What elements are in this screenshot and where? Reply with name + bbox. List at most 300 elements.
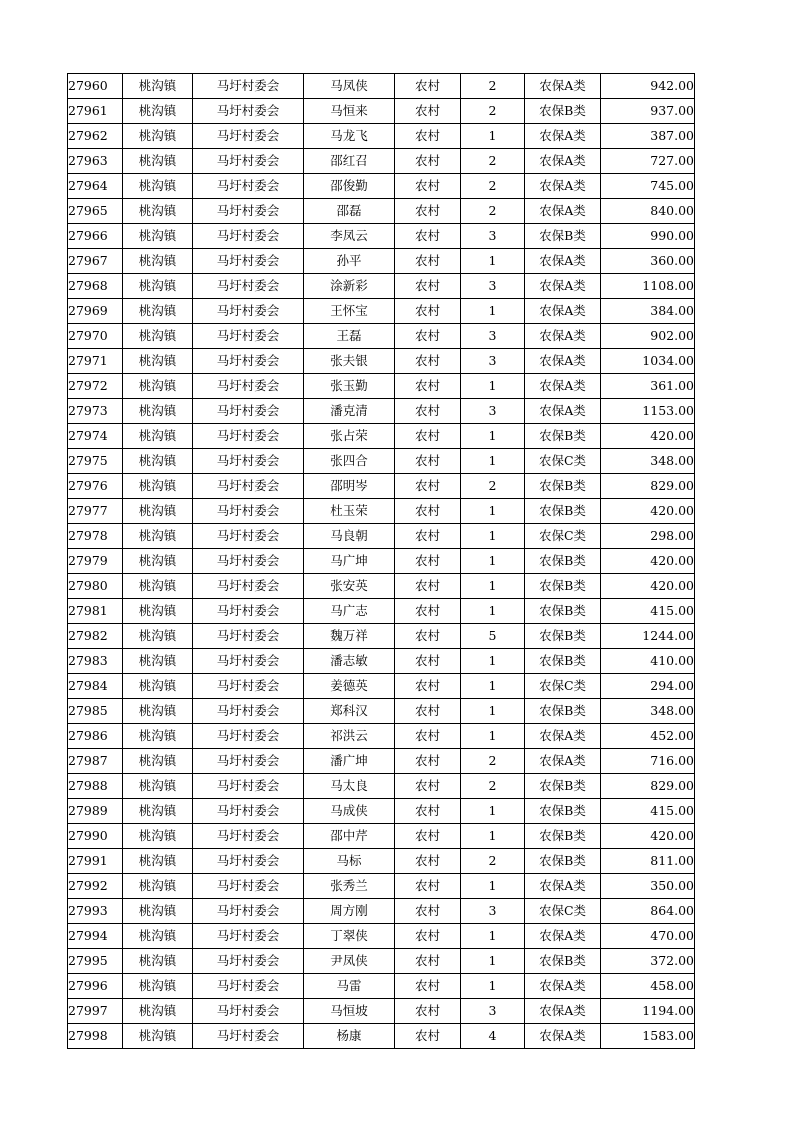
area-type-cell: 农村 [395,824,461,849]
amount-cell: 298.00 [601,524,695,549]
village-cell: 马圩村委会 [193,124,304,149]
village-cell: 马圩村委会 [193,674,304,699]
name-cell: 杜玉荣 [304,499,395,524]
town-cell: 桃沟镇 [123,99,193,124]
town-cell: 桃沟镇 [123,599,193,624]
name-cell: 张安英 [304,574,395,599]
village-cell: 马圩村委会 [193,249,304,274]
household-count-cell: 5 [461,624,525,649]
town-cell: 桃沟镇 [123,949,193,974]
table-body [68,74,695,1049]
row-id-cell: 27997 [68,999,123,1024]
row-id-cell: 27988 [68,774,123,799]
name-cell: 邵明岑 [304,474,395,499]
area-type-cell: 农村 [395,299,461,324]
row-id-cell: 27981 [68,599,123,624]
category-cell: 农保A类 [525,174,601,199]
town-cell: 桃沟镇 [123,574,193,599]
table-row [68,624,695,649]
table-row [68,824,695,849]
area-type-cell: 农村 [395,749,461,774]
amount-cell: 840.00 [601,199,695,224]
table-row [68,524,695,549]
town-cell: 桃沟镇 [123,174,193,199]
village-cell: 马圩村委会 [193,349,304,374]
town-cell: 桃沟镇 [123,74,193,99]
village-cell: 马圩村委会 [193,449,304,474]
name-cell: 涂新彩 [304,274,395,299]
row-id-cell: 27989 [68,799,123,824]
category-cell: 农保A类 [525,924,601,949]
town-cell: 桃沟镇 [123,399,193,424]
area-type-cell: 农村 [395,174,461,199]
row-id-cell: 27979 [68,549,123,574]
amount-cell: 384.00 [601,299,695,324]
category-cell: 农保A类 [525,299,601,324]
area-type-cell: 农村 [395,99,461,124]
village-cell: 马圩村委会 [193,174,304,199]
row-id-cell: 27969 [68,299,123,324]
category-cell: 农保B类 [525,949,601,974]
amount-cell: 420.00 [601,424,695,449]
table-row [68,749,695,774]
table-row [68,374,695,399]
amount-cell: 350.00 [601,874,695,899]
name-cell: 马凤侠 [304,74,395,99]
table-row [68,974,695,999]
amount-cell: 294.00 [601,674,695,699]
village-cell: 马圩村委会 [193,199,304,224]
village-cell: 马圩村委会 [193,599,304,624]
amount-cell: 348.00 [601,699,695,724]
row-id-cell: 27983 [68,649,123,674]
town-cell: 桃沟镇 [123,324,193,349]
village-cell: 马圩村委会 [193,1024,304,1049]
town-cell: 桃沟镇 [123,974,193,999]
household-count-cell: 1 [461,449,525,474]
row-id-cell: 27962 [68,124,123,149]
row-id-cell: 27990 [68,824,123,849]
town-cell: 桃沟镇 [123,799,193,824]
village-cell: 马圩村委会 [193,624,304,649]
village-cell: 马圩村委会 [193,649,304,674]
category-cell: 农保A类 [525,124,601,149]
town-cell: 桃沟镇 [123,524,193,549]
row-id-cell: 27991 [68,849,123,874]
town-cell: 桃沟镇 [123,224,193,249]
row-id-cell: 27985 [68,699,123,724]
category-cell: 农保A类 [525,1024,601,1049]
village-cell: 马圩村委会 [193,74,304,99]
row-id-cell: 27982 [68,624,123,649]
category-cell: 农保B类 [525,624,601,649]
amount-cell: 829.00 [601,474,695,499]
category-cell: 农保B类 [525,699,601,724]
town-cell: 桃沟镇 [123,424,193,449]
row-id-cell: 27971 [68,349,123,374]
village-cell: 马圩村委会 [193,474,304,499]
name-cell: 潘志敏 [304,649,395,674]
household-count-cell: 3 [461,274,525,299]
name-cell: 邵俊勤 [304,174,395,199]
category-cell: 农保B类 [525,224,601,249]
row-id-cell: 27968 [68,274,123,299]
name-cell: 王磊 [304,324,395,349]
area-type-cell: 农村 [395,649,461,674]
amount-cell: 942.00 [601,74,695,99]
area-type-cell: 农村 [395,74,461,99]
table-row [68,849,695,874]
town-cell: 桃沟镇 [123,374,193,399]
name-cell: 孙平 [304,249,395,274]
name-cell: 姜德英 [304,674,395,699]
amount-cell: 420.00 [601,824,695,849]
household-count-cell: 1 [461,724,525,749]
town-cell: 桃沟镇 [123,724,193,749]
amount-cell: 937.00 [601,99,695,124]
row-id-cell: 27972 [68,374,123,399]
row-id-cell: 27974 [68,424,123,449]
name-cell: 邵磊 [304,199,395,224]
name-cell: 张占荣 [304,424,395,449]
village-cell: 马圩村委会 [193,274,304,299]
village-cell: 马圩村委会 [193,399,304,424]
table-row [68,799,695,824]
area-type-cell: 农村 [395,624,461,649]
table-row [68,199,695,224]
village-cell: 马圩村委会 [193,949,304,974]
row-id-cell: 27984 [68,674,123,699]
household-count-cell: 1 [461,599,525,624]
town-cell: 桃沟镇 [123,199,193,224]
town-cell: 桃沟镇 [123,649,193,674]
table-row [68,999,695,1024]
category-cell: 农保C类 [525,449,601,474]
amount-cell: 387.00 [601,124,695,149]
household-count-cell: 2 [461,749,525,774]
village-cell: 马圩村委会 [193,849,304,874]
row-id-cell: 27986 [68,724,123,749]
row-id-cell: 27960 [68,74,123,99]
category-cell: 农保B类 [525,99,601,124]
table-row [68,324,695,349]
category-cell: 农保A类 [525,374,601,399]
category-cell: 农保A类 [525,74,601,99]
household-count-cell: 1 [461,924,525,949]
village-cell: 马圩村委会 [193,324,304,349]
category-cell: 农保B类 [525,549,601,574]
household-count-cell: 2 [461,474,525,499]
category-cell: 农保B类 [525,649,601,674]
village-cell: 马圩村委会 [193,299,304,324]
category-cell: 农保B类 [525,774,601,799]
village-cell: 马圩村委会 [193,149,304,174]
category-cell: 农保A类 [525,349,601,374]
village-cell: 马圩村委会 [193,924,304,949]
table-row [68,949,695,974]
area-type-cell: 农村 [395,249,461,274]
household-count-cell: 1 [461,649,525,674]
name-cell: 王怀宝 [304,299,395,324]
category-cell: 农保B类 [525,574,601,599]
area-type-cell: 农村 [395,124,461,149]
area-type-cell: 农村 [395,774,461,799]
household-count-cell: 1 [461,874,525,899]
table-row [68,499,695,524]
town-cell: 桃沟镇 [123,749,193,774]
household-count-cell: 3 [461,999,525,1024]
amount-cell: 990.00 [601,224,695,249]
household-count-cell: 1 [461,499,525,524]
category-cell: 农保A类 [525,724,601,749]
category-cell: 农保C类 [525,524,601,549]
category-cell: 农保B类 [525,474,601,499]
name-cell: 魏万祥 [304,624,395,649]
town-cell: 桃沟镇 [123,299,193,324]
household-count-cell: 3 [461,899,525,924]
amount-cell: 716.00 [601,749,695,774]
name-cell: 周方刚 [304,899,395,924]
town-cell: 桃沟镇 [123,999,193,1024]
amount-cell: 372.00 [601,949,695,974]
amount-cell: 727.00 [601,149,695,174]
area-type-cell: 农村 [395,924,461,949]
area-type-cell: 农村 [395,599,461,624]
town-cell: 桃沟镇 [123,149,193,174]
row-id-cell: 27976 [68,474,123,499]
table-row [68,724,695,749]
village-cell: 马圩村委会 [193,774,304,799]
area-type-cell: 农村 [395,574,461,599]
area-type-cell: 农村 [395,224,461,249]
name-cell: 邵红召 [304,149,395,174]
town-cell: 桃沟镇 [123,499,193,524]
table-row [68,774,695,799]
household-count-cell: 1 [461,974,525,999]
name-cell: 马良朝 [304,524,395,549]
table-row [68,424,695,449]
area-type-cell: 农村 [395,1024,461,1049]
row-id-cell: 27977 [68,499,123,524]
village-cell: 马圩村委会 [193,874,304,899]
table-row [68,699,695,724]
row-id-cell: 27980 [68,574,123,599]
household-count-cell: 1 [461,824,525,849]
name-cell: 邵中芹 [304,824,395,849]
row-id-cell: 27964 [68,174,123,199]
name-cell: 李凤云 [304,224,395,249]
area-type-cell: 农村 [395,899,461,924]
household-count-cell: 1 [461,124,525,149]
household-count-cell: 3 [461,349,525,374]
area-type-cell: 农村 [395,799,461,824]
household-count-cell: 2 [461,149,525,174]
name-cell: 丁翠侠 [304,924,395,949]
household-count-cell: 1 [461,949,525,974]
area-type-cell: 农村 [395,499,461,524]
row-id-cell: 27995 [68,949,123,974]
amount-cell: 420.00 [601,499,695,524]
row-id-cell: 27998 [68,1024,123,1049]
amount-cell: 1244.00 [601,624,695,649]
household-count-cell: 2 [461,849,525,874]
table-row [68,674,695,699]
town-cell: 桃沟镇 [123,899,193,924]
name-cell: 张玉勤 [304,374,395,399]
name-cell: 潘广坤 [304,749,395,774]
name-cell: 马标 [304,849,395,874]
household-count-cell: 2 [461,774,525,799]
amount-cell: 745.00 [601,174,695,199]
area-type-cell: 农村 [395,524,461,549]
data-table [67,73,695,1049]
household-count-cell: 3 [461,224,525,249]
name-cell: 尹凤侠 [304,949,395,974]
table-row [68,1024,695,1049]
town-cell: 桃沟镇 [123,849,193,874]
village-cell: 马圩村委会 [193,499,304,524]
village-cell: 马圩村委会 [193,524,304,549]
name-cell: 祁洪云 [304,724,395,749]
name-cell: 张四合 [304,449,395,474]
table-row [68,924,695,949]
table-row [68,449,695,474]
row-id-cell: 27975 [68,449,123,474]
village-cell: 马圩村委会 [193,99,304,124]
category-cell: 农保B类 [525,599,601,624]
row-id-cell: 27996 [68,974,123,999]
household-count-cell: 2 [461,174,525,199]
amount-cell: 420.00 [601,574,695,599]
amount-cell: 1194.00 [601,999,695,1024]
category-cell: 农保A类 [525,999,601,1024]
area-type-cell: 农村 [395,324,461,349]
household-count-cell: 3 [461,399,525,424]
row-id-cell: 27992 [68,874,123,899]
area-type-cell: 农村 [395,874,461,899]
village-cell: 马圩村委会 [193,899,304,924]
category-cell: 农保A类 [525,149,601,174]
area-type-cell: 农村 [395,549,461,574]
town-cell: 桃沟镇 [123,924,193,949]
name-cell: 张夫银 [304,349,395,374]
town-cell: 桃沟镇 [123,674,193,699]
table-row [68,574,695,599]
household-count-cell: 1 [461,524,525,549]
area-type-cell: 农村 [395,424,461,449]
area-type-cell: 农村 [395,724,461,749]
amount-cell: 1583.00 [601,1024,695,1049]
table-row [68,349,695,374]
area-type-cell: 农村 [395,974,461,999]
area-type-cell: 农村 [395,399,461,424]
household-count-cell: 1 [461,574,525,599]
village-cell: 马圩村委会 [193,999,304,1024]
category-cell: 农保C类 [525,899,601,924]
name-cell: 马龙飞 [304,124,395,149]
category-cell: 农保A类 [525,874,601,899]
village-cell: 马圩村委会 [193,724,304,749]
town-cell: 桃沟镇 [123,1024,193,1049]
town-cell: 桃沟镇 [123,824,193,849]
amount-cell: 361.00 [601,374,695,399]
name-cell: 马广志 [304,599,395,624]
household-count-cell: 2 [461,199,525,224]
name-cell: 马广坤 [304,549,395,574]
amount-cell: 420.00 [601,549,695,574]
household-count-cell: 2 [461,99,525,124]
village-cell: 马圩村委会 [193,574,304,599]
name-cell: 马成侠 [304,799,395,824]
category-cell: 农保A类 [525,324,601,349]
town-cell: 桃沟镇 [123,449,193,474]
amount-cell: 864.00 [601,899,695,924]
area-type-cell: 农村 [395,949,461,974]
row-id-cell: 27993 [68,899,123,924]
row-id-cell: 27970 [68,324,123,349]
table-row [68,299,695,324]
table-row [68,874,695,899]
town-cell: 桃沟镇 [123,874,193,899]
table-row [68,124,695,149]
category-cell: 农保B类 [525,849,601,874]
table-row [68,474,695,499]
amount-cell: 458.00 [601,974,695,999]
name-cell: 马恒来 [304,99,395,124]
town-cell: 桃沟镇 [123,349,193,374]
table-row [68,549,695,574]
town-cell: 桃沟镇 [123,549,193,574]
area-type-cell: 农村 [395,374,461,399]
household-count-cell: 1 [461,549,525,574]
amount-cell: 1034.00 [601,349,695,374]
name-cell: 潘克清 [304,399,395,424]
town-cell: 桃沟镇 [123,249,193,274]
area-type-cell: 农村 [395,349,461,374]
name-cell: 马恒坡 [304,999,395,1024]
household-count-cell: 1 [461,249,525,274]
amount-cell: 1153.00 [601,399,695,424]
table-row [68,899,695,924]
village-cell: 马圩村委会 [193,749,304,774]
row-id-cell: 27973 [68,399,123,424]
name-cell: 杨康 [304,1024,395,1049]
area-type-cell: 农村 [395,674,461,699]
household-count-cell: 2 [461,74,525,99]
category-cell: 农保A类 [525,974,601,999]
category-cell: 农保A类 [525,249,601,274]
category-cell: 农保A类 [525,399,601,424]
name-cell: 马太良 [304,774,395,799]
row-id-cell: 27987 [68,749,123,774]
table-row [68,74,695,99]
table-row [68,649,695,674]
amount-cell: 348.00 [601,449,695,474]
table-row [68,174,695,199]
category-cell: 农保B类 [525,424,601,449]
village-cell: 马圩村委会 [193,224,304,249]
area-type-cell: 农村 [395,274,461,299]
row-id-cell: 27963 [68,149,123,174]
area-type-cell: 农村 [395,999,461,1024]
village-cell: 马圩村委会 [193,824,304,849]
area-type-cell: 农村 [395,149,461,174]
town-cell: 桃沟镇 [123,624,193,649]
row-id-cell: 27994 [68,924,123,949]
household-count-cell: 1 [461,299,525,324]
amount-cell: 1108.00 [601,274,695,299]
household-count-cell: 1 [461,799,525,824]
